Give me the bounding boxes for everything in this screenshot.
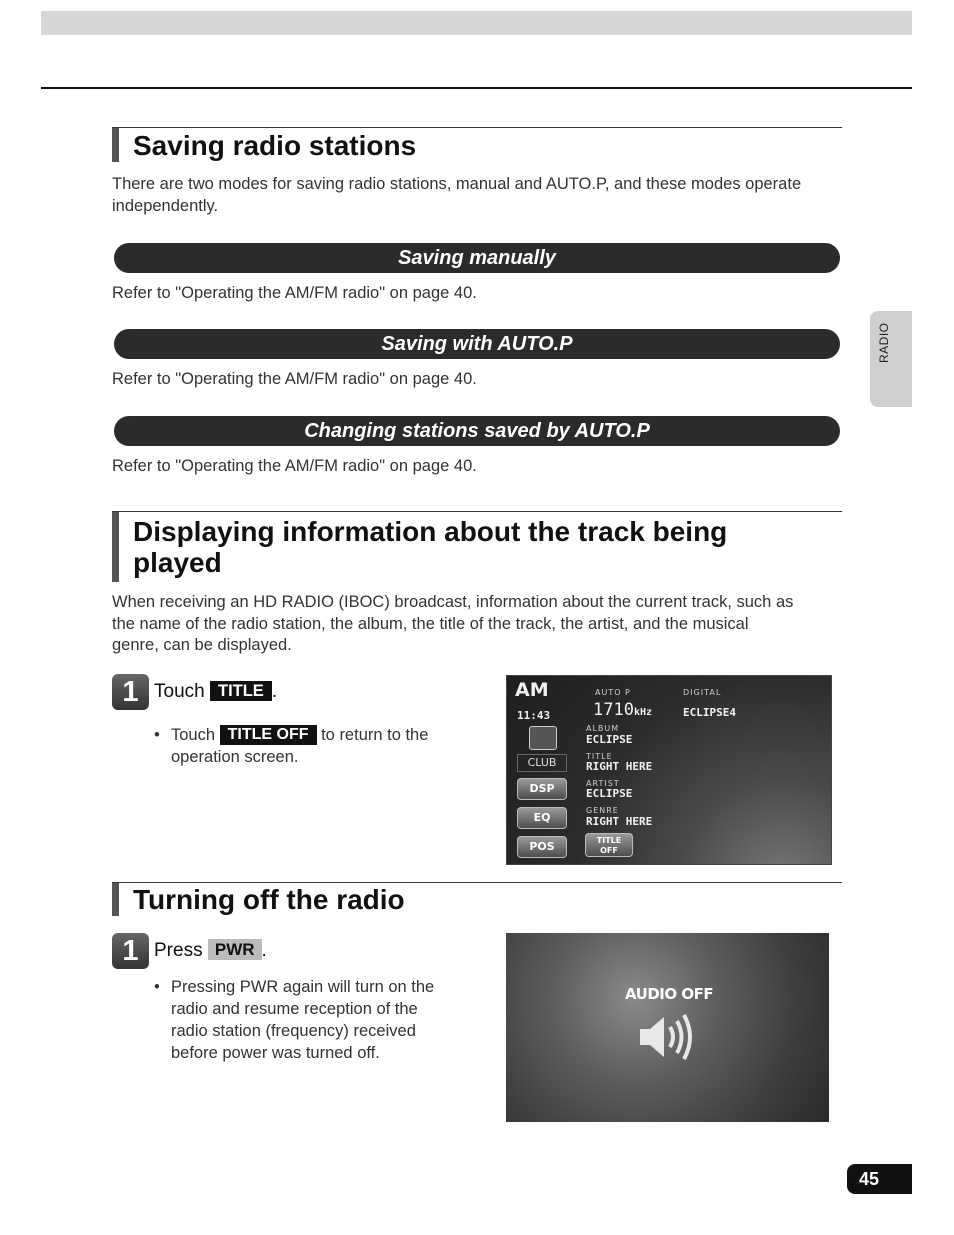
step-verb: Touch [154,681,205,702]
intro-line: the name of the radio station, the album, the title of the track, the artist, and the musical [112,614,749,633]
pos-button[interactable]: POS [517,836,567,858]
speaker-icon [638,1011,694,1063]
intro-line: When receiving an HD RADIO (IBOC) broadcast, information about the current track, such as [112,593,794,611]
section-bar [112,883,119,916]
audio-off-label: AUDIO OFF [625,985,714,1003]
note-post: operation screen. [171,748,299,766]
subsection-text: Refer to "Operating the AM/FM radio" on page 40. [112,370,477,388]
digital-label: DIGITAL [683,688,722,697]
artist-label: ARTIST [586,779,620,788]
eq-button[interactable]: EQ [517,807,567,829]
note-line: Pressing PWR again will turn on the [171,978,435,996]
genre-value: RIGHT HERE [586,815,653,828]
album-value: ECLIPSE [586,733,633,746]
title-line: played [133,547,222,578]
media-icon [529,726,557,750]
autop-label: AUTO P [595,688,631,697]
header-bar [41,11,912,35]
subsection-title-changing: Changing stations saved by AUTO.P [114,416,840,446]
header-rule [41,87,912,89]
title-key: TITLE [210,681,272,701]
side-tab [870,311,912,407]
step-instruction: Press PWR . [154,940,267,961]
section-bar [112,512,119,582]
note-line: before power was turned off. [171,1044,380,1062]
subsection-title-autop: Saving with AUTO.P [114,329,840,359]
side-tab-label: RADIO [877,322,891,363]
radio-track-info-screen [506,675,832,865]
section-intro: There are two modes for saving radio stations, manual and AUTO.P, and these modes operate independently. [112,175,802,215]
album-label: ALBUM [586,724,620,733]
step-verb: Press [154,940,203,961]
subsection-text: Refer to "Operating the AM/FM radio" on page 40. [112,284,477,302]
subsection-title-manual: Saving manually [114,243,840,273]
club-button[interactable]: CLUB [517,754,567,772]
section-title-turn-off: Turning off the radio [133,884,405,915]
step-instruction: Touch TITLE . [154,681,278,702]
note-pre: Touch [171,726,216,744]
intro-line: genre, can be displayed. [112,636,292,654]
audio-off-screen [506,933,829,1122]
step-note: • Touch TITLE OFF to return to the operation screen. [154,724,474,770]
section-rule [112,511,842,512]
title-off-button[interactable]: TITLE OFF [585,833,633,857]
dsp-button[interactable]: DSP [517,778,567,800]
note-line: radio and resume reception of the [171,1000,418,1018]
step-note: • Pressing PWR again will turn on the radio and resume reception of the radio station (frequency) received before power was turned off. [154,976,474,1066]
title-off-key: TITLE OFF [220,725,317,745]
section-title-saving: Saving radio stations [133,130,417,161]
section-intro [112,592,852,657]
title-line: Displaying information about the track being [133,516,728,547]
section-rule [112,882,842,883]
section-bar [112,128,119,162]
digital-value: ECLIPSE4 [683,706,736,719]
band-label: AM [515,679,549,701]
title-value: RIGHT HERE [586,760,653,773]
genre-label: GENRE [586,806,619,815]
page-number: 45 [847,1164,912,1194]
pwr-key: PWR [208,939,262,960]
subsection-text: Refer to "Operating the AM/FM radio" on page 40. [112,457,477,475]
step-number: 1 [112,933,149,969]
title-label: TITLE [586,752,613,761]
step-number: 1 [112,674,149,710]
clock: 11:43 [517,709,551,722]
note-post: to return to the [321,726,429,744]
section-rule [112,127,842,128]
artist-value: ECLIPSE [586,787,633,800]
note-line: radio station (frequency) received [171,1022,416,1040]
frequency: 1710kHz [593,700,653,720]
section-title-track-info [133,516,727,578]
